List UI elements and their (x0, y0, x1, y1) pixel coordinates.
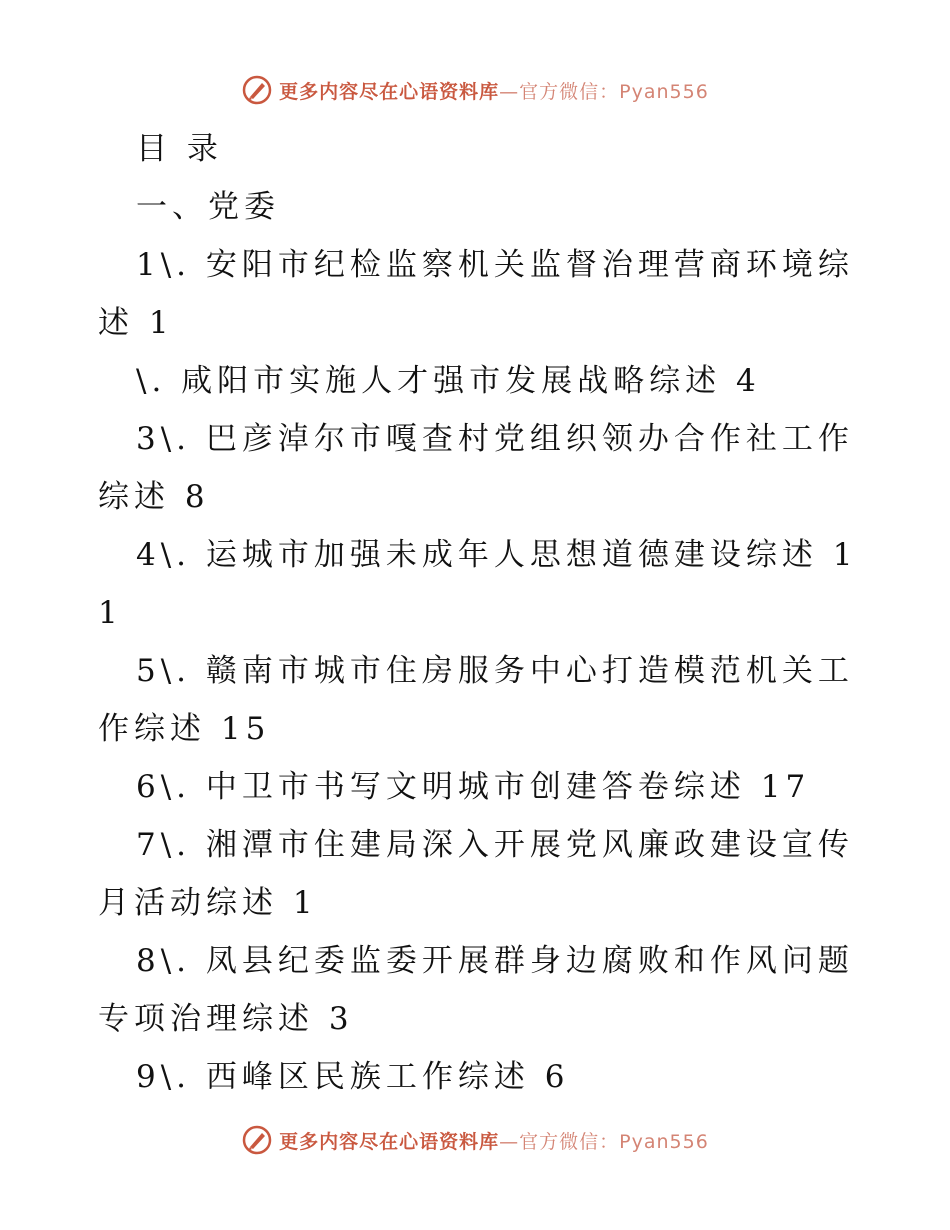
pen-logo-icon (241, 1124, 273, 1156)
document-body (98, 120, 858, 1106)
toc-entry-1: 1\. 安阳市纪检监察机关监督治理营商环境综述 1 (98, 247, 854, 341)
footer-watermark (0, 1120, 950, 1160)
toc-entry-6: 6\. 中卫市书写文明城市创建答卷综述 17 (136, 769, 811, 805)
toc-entry-8: 8\. 凤县纪委监委开展群身边腐败和作风问题专项治理综述 3 (98, 943, 854, 1037)
toc-entry-4: 4\. 运城市加强未成年人思想道德建设综述 11 (98, 537, 858, 631)
header-watermark (0, 70, 950, 110)
pen-logo-icon (241, 74, 273, 106)
toc-entry-5: 5\. 赣南市城市住房服务中心打造模范机关工作综述 15 (98, 653, 854, 747)
toc-title: 目 录 (136, 131, 223, 167)
toc-entry-2: \. 咸阳市实施人才强市发展战略综述 4 (136, 363, 761, 399)
toc-entry-3: 3\. 巴彦淖尔市嘎查村党组织领办合作社工作综述 8 (98, 421, 854, 515)
watermark-text: 更多内容尽在心语资料库—官方微信：Pyan556 (279, 1130, 709, 1153)
toc-entry-9: 9\. 西峰区民族工作综述 6 (136, 1059, 570, 1095)
section-heading: 一、党委 (136, 189, 280, 225)
toc-entry-7: 7\. 湘潭市住建局深入开展党风廉政建设宣传月活动综述 1 (98, 827, 854, 921)
watermark-text: 更多内容尽在心语资料库—官方微信：Pyan556 (279, 80, 709, 103)
